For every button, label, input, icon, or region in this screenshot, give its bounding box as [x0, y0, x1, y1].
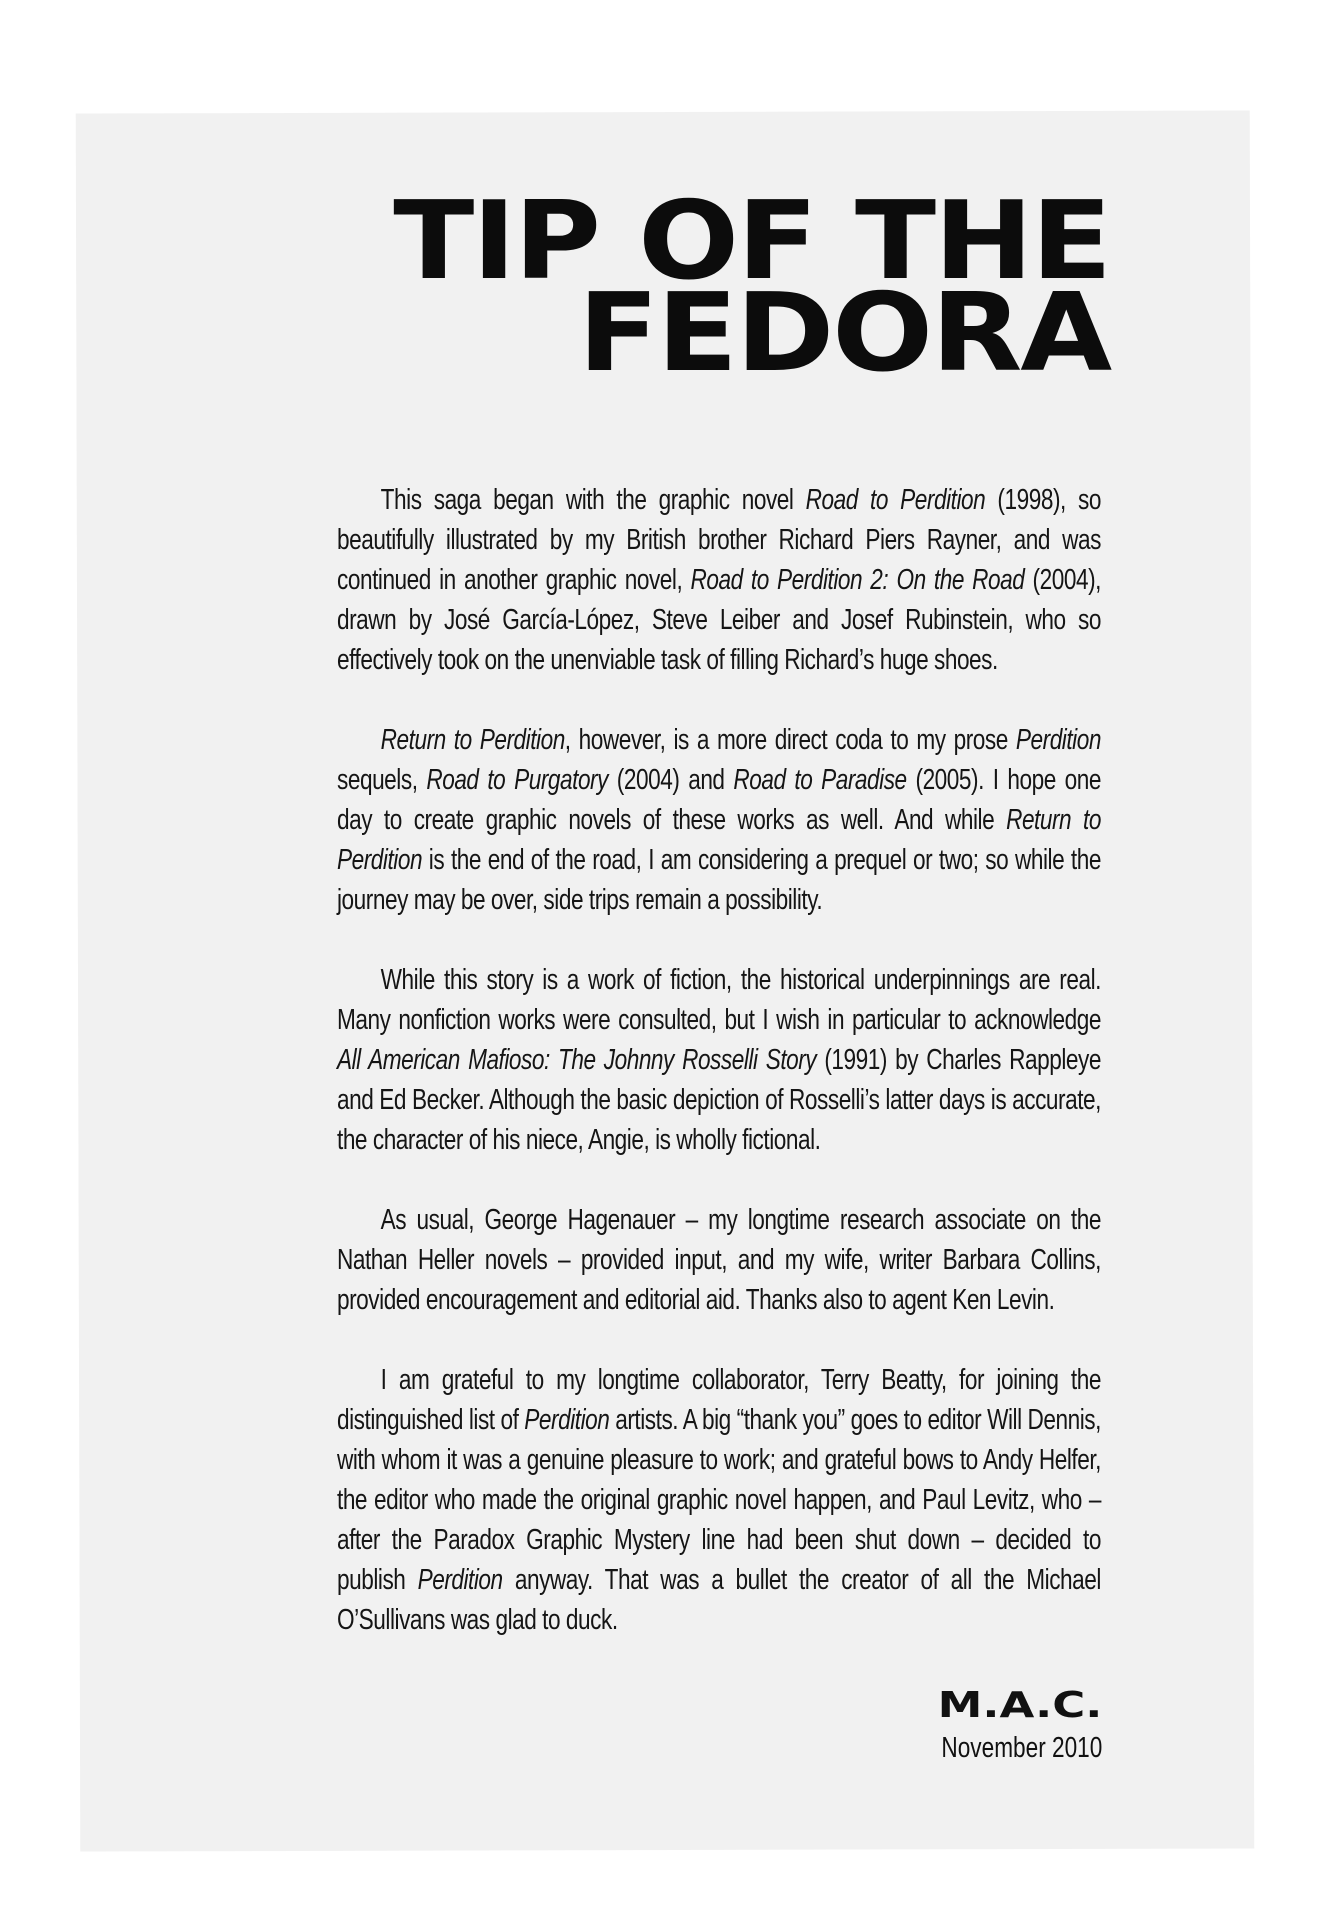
page-title: [252, 179, 1110, 396]
italic-title-text: All American Mafioso: The Johnny Rosselli Story: [337, 1044, 817, 1076]
paragraph-text: (2005). I hope one day to create graphic novels of these works as well. And while: [337, 764, 1101, 836]
italic-title-text: Perdition: [524, 1404, 610, 1436]
paragraph-text: I am grateful to my longtime collaborator, Terry Beatty, for joining the distinguished list of: [337, 1364, 1101, 1436]
paragraph-text: sequels,: [337, 764, 427, 796]
paragraph-text: (2004), drawn by José García-López, Steve Leiber and Josef Rubinstein, who so effectively took on the unenviable task of filling Richard’s huge shoes.: [337, 564, 1101, 676]
paragraph-text: artists. A big “thank you” goes to editor Will Dennis, with whom it was a genuine pleasure to work; and grateful bows to Andy Helfer, the editor who made the original graphic novel happen, and Paul Levitz, who – after the Paradox Graphic Mystery line had been shut down – decided to publish: [337, 1404, 1101, 1596]
title-line-1: TIP OF THE: [393, 179, 1110, 304]
body-text: [337, 480, 1101, 1680]
paragraph: [337, 720, 1101, 920]
italic-title-text: Road to Perdition: [805, 484, 986, 516]
italic-title-text: Perdition: [417, 1564, 503, 1596]
paragraph-text: While this story is a work of fiction, the historical underpinnings are real. Many nonfiction works were consulted, but I wish in particular to acknowledge: [337, 964, 1101, 1036]
italic-title-text: Road to Paradise: [733, 764, 907, 796]
paragraph-text: This saga began with the graphic novel: [380, 484, 806, 516]
paragraph-text: , however, is a more direct coda to my prose: [564, 724, 1016, 756]
italic-title-text: Road to Perdition 2: On the Road: [690, 564, 1025, 596]
paragraph: [337, 1200, 1101, 1320]
paragraph: [337, 960, 1101, 1160]
paragraph-text: As usual, George Hagenauer – my longtime research associate on the Nathan Heller novels – provided input, and my wife, writer Barbara Collins, provided encouragement and editorial aid. Thanks also to agent Ken Levin.: [337, 1204, 1101, 1316]
italic-title-text: Road to Purgatory: [426, 764, 608, 796]
paragraph-text: (1991) by Charles Rappleye and Ed Becker. Although the basic depiction of Rosselli’s latter days is accurate, the character of his niece, Angie, is wholly fictional.: [337, 1044, 1101, 1156]
title-line-2: FEDORA: [577, 271, 1110, 396]
author-initials: M.A.C.: [937, 1685, 1102, 1726]
paragraph: [337, 480, 1101, 680]
paragraph-text: (2004) and: [607, 764, 734, 796]
paragraph: [337, 1360, 1101, 1640]
italic-title-text: Return to Perdition: [337, 804, 1101, 876]
italic-title-text: Perdition: [1015, 724, 1101, 756]
italic-title-text: Return to Perdition: [380, 724, 565, 756]
signoff: [896, 1686, 1102, 1768]
paragraph-text: (1998), so beautifully illustrated by my British brother Richard Piers Rayner, and was continued in another graphic novel,: [337, 484, 1101, 596]
paragraph-text: anyway. That was a bullet the creator of all the Michael O’Sullivans was glad to duck.: [337, 1564, 1101, 1636]
paragraph-text: is the end of the road, I am considering a prequel or two; so while the journey may be over, side trips remain a possibility.: [337, 844, 1101, 916]
signoff-date: November 2010: [941, 1732, 1102, 1764]
